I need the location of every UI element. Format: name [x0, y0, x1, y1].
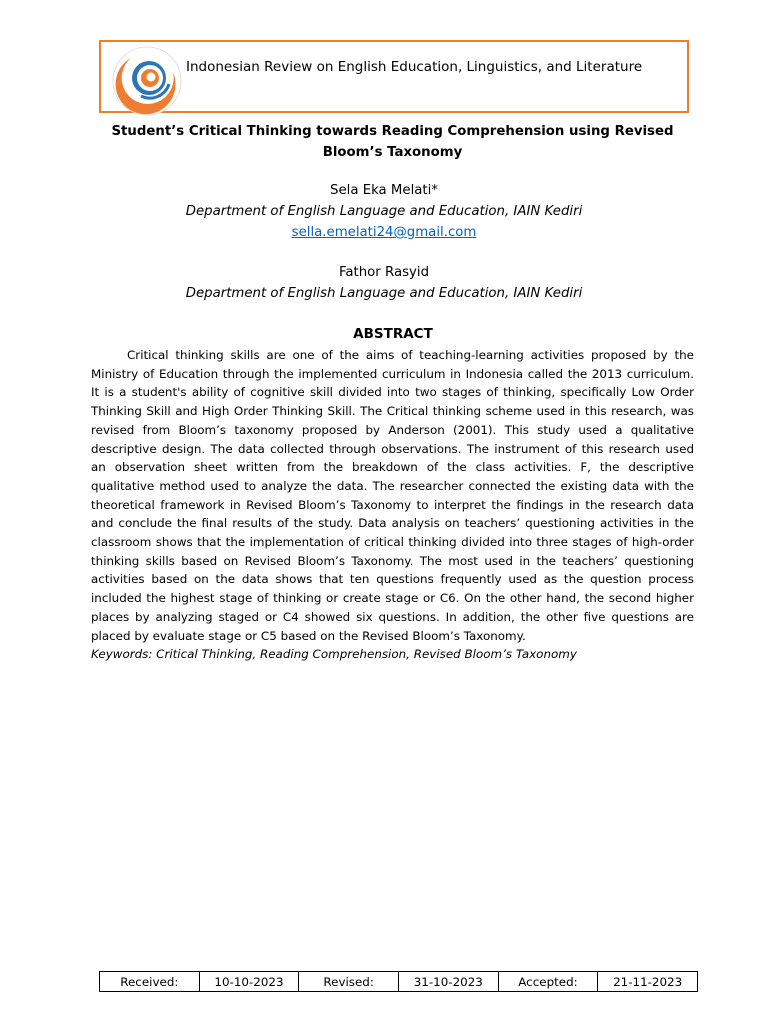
- author-name: Sela Eka Melati*: [330, 183, 438, 198]
- author-affiliation: Department of English Language and Education, IAIN Kediri: [185, 204, 583, 219]
- journal-logo-icon: [111, 44, 183, 116]
- received-date: 10-10-2023: [199, 972, 299, 992]
- revised-label: Revised:: [299, 972, 399, 992]
- accepted-label: Accepted:: [498, 972, 598, 992]
- journal-name: Indonesian Review on English Education, Linguistics, and Literature: [186, 59, 643, 75]
- revised-date: 31-10-2023: [398, 972, 498, 992]
- journal-header: [99, 40, 689, 113]
- received-label: Received:: [100, 972, 200, 992]
- author-affiliation: Department of English Language and Education, IAIN Kediri: [185, 286, 583, 301]
- article-title: Student’s Critical Thinking towards Reading Comprehension using Revised Bloom’s Taxonomy: [111, 124, 674, 160]
- author-email-link[interactable]: sella.emelati24@gmail.com: [291, 225, 477, 240]
- accepted-date: 21-11-2023: [598, 972, 698, 992]
- author-email-wrapper: [0, 225, 768, 240]
- keywords: Keywords: Critical Thinking, Reading Comprehension, Revised Bloom’s Taxonomy: [91, 647, 577, 661]
- abstract-text: Critical thinking skills are one of the aims of teaching-learning activities proposed by the Ministry of Education through the implemented curriculum in Indonesia called the 2013 curriculum. It is a student's ability of cognitive skill divided into two stages of thinking, specifically Low Order Thinking Skill and High Order Thinking Skill. The Critical thinking scheme used in this research, was revised from Bloom’s taxonomy proposed by Anderson (2001). This study used a qualitative descriptive design. The data collected through observations. The instrument of this research used an observation sheet written from the breakdown of the class activities. F, the descriptive qualitative method used to analyze the data. The researcher connected the existing data with the theoretical framework in Revised Bloom’s Taxonomy to interpret the findings in the research data and conclude the final results of the study. Data analysis on teachers’ questioning activities in the classroom shows that the implementation of critical thinking divided into three stages of high-order thinking skills based on Revised Bloom’s Taxonomy. The most used in the teachers’ questioning activities based on the data shows that ten questions frequently used as the question process included the highest stage of thinking or create stage or C6. On the other hand, the second higher places by analyzing staged or C4 showed six questions. In addition, the other five questions are placed by evaluate stage or C5 based on the Revised Bloom’s Taxonomy.: [91, 348, 694, 643]
- abstract-heading: ABSTRACT: [353, 326, 433, 342]
- author-name: Fathor Rasyid: [338, 265, 430, 280]
- submission-dates-table: [99, 971, 698, 992]
